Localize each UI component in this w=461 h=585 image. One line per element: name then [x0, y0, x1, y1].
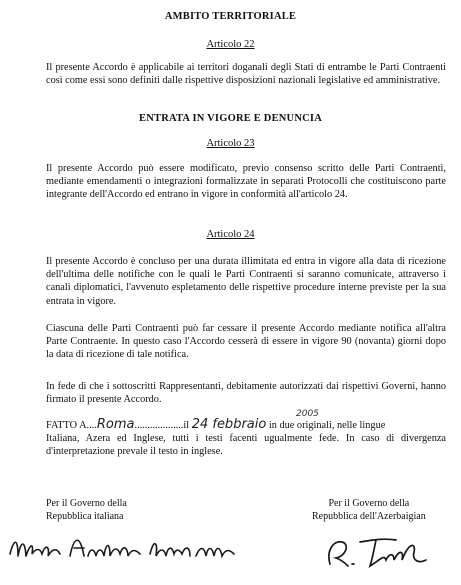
article-23-text: Il presente Accordo può essere modificato, previo consenso scritto delle Parti Contraenti, mediante emendamenti o integrazioni formalizzate in separati Protocolli che costituiscono parte integrante dell'Accordo ed entrano in vigore in conformità all'articolo 24. — [46, 163, 446, 201]
fatto-prefix: FATTO A — [46, 420, 87, 431]
right-signatory-line-1: Per il Governo della — [328, 498, 410, 509]
section-title-entrata: ENTRATA IN VIGORE E DENUNCIA — [139, 113, 322, 124]
left-signatory-line-2: Repubblica italiana — [46, 510, 124, 522]
section-title-ambito: AMBITO TERRITORIALE — [164, 11, 297, 22]
handwritten-place: Roma — [96, 417, 135, 432]
handwritten-year: 2005 — [296, 409, 319, 419]
handwritten-date: 24 febbraio — [191, 417, 267, 432]
closing-rest-text: Italiana, Azera ed Inglese, tutti i testi facenti ugualmente fede. In caso di divergenza d'interpretazione prevale il testo in inglese. — [46, 433, 446, 458]
closing-fede-text: In fede di che i sottoscritti Rappresentanti, debitamente autorizzati dai rispettivi Governi, hanno firmato il presente Accordo. — [46, 381, 446, 406]
article-22-text: Il presente Accordo è applicabile ai territori doganali degli Stati di entrambe le Parti Contraenti così come essi sono definiti dalle rispettive disposizioni nazionali legislative ed amministrative. — [46, 62, 446, 87]
article-23-title: Articolo 23 — [206, 138, 255, 149]
fatto-dots-1: .... — [86, 420, 97, 431]
left-signatory-label — [46, 498, 127, 523]
fatto-suffix: in due originali, nelle lingue — [268, 420, 386, 431]
right-signatory-label — [312, 498, 426, 523]
article-24-paragraph-1: Il presente Accordo è concluso per una durata illimitata ed entra in vigore alla data di ricezione dell'ultima delle notifiche con le quali le Parti Contraenti si saranno comunicate, attraverso i canali diplomatici, l'avvenuto espletamento delle rispettive procedure interne previste per la sua entrata in vigore. — [46, 256, 446, 307]
right-handwritten-signature — [320, 530, 432, 572]
right-signatory-line-2: Repubblica dell'Azerbaigian — [312, 510, 426, 522]
article-24-title: Articolo 24 — [206, 229, 255, 240]
left-handwritten-signature — [4, 528, 240, 568]
fatto-dots-2: ................... — [134, 420, 184, 431]
left-signatory-line-1: Per il Governo della — [46, 498, 127, 509]
article-22-title: Articolo 22 — [206, 39, 255, 50]
fatto-line — [46, 418, 446, 432]
fatto-il: il — [183, 420, 190, 431]
article-24-paragraph-2: Ciascuna delle Parti Contraenti può far cessare il presente Accordo mediante notifica all'altra Parte Contraente. In questo caso l'Accordo cesserà di essere in vigore 90 (novanta) giorni dopo la data di ricezione di tale notifica. — [46, 323, 446, 361]
